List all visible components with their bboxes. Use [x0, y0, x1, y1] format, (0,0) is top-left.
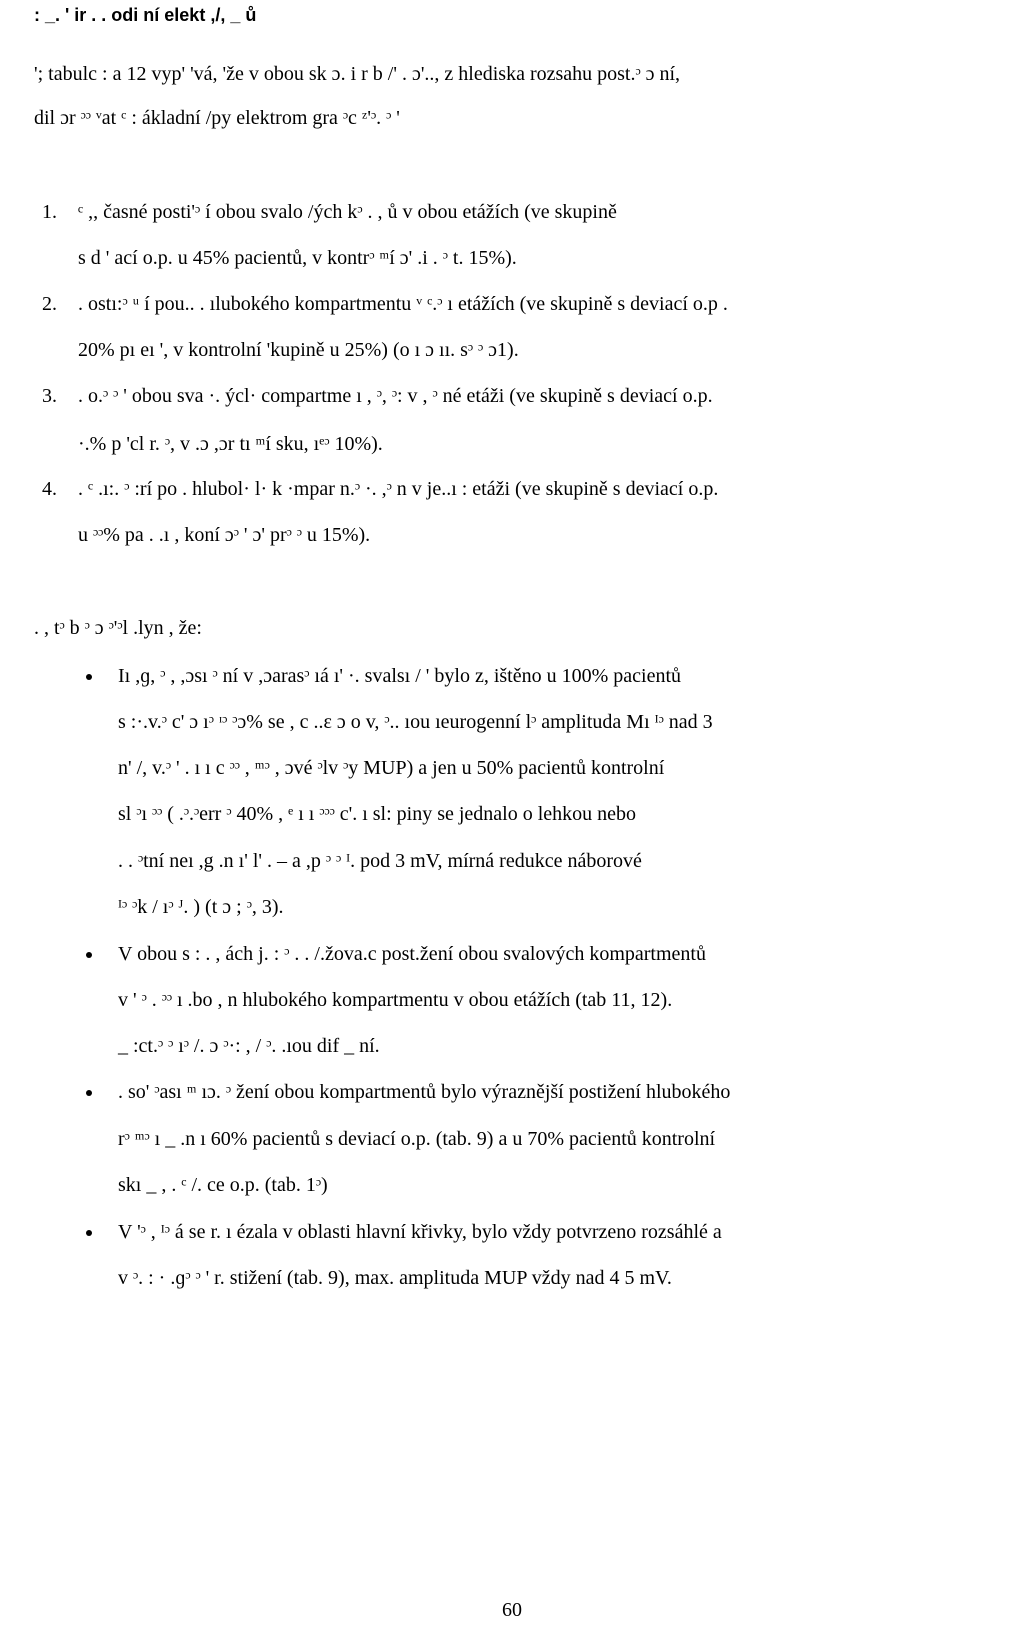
bullet-2-line-1: V obou s : . , ách j. : ᵓ . . /.žova.c post.žení obou svalových kompartmentů: [118, 943, 706, 965]
bullet-4-line-2: v ᵓ. : · .ɡᵓ ᵓ ' r. stižení (tab. 9), max. amplituda MUP vždy nad 4 5 mV.: [118, 1267, 672, 1289]
bullet-1-line-4: sl ᵓı ᵓᵓ ( .ᵓ.ᵓerr ᵓ 40% , ᵉ ı ı ᵓᵓᵓ c'. ı sl: piny se jednalo o lehkou nebo: [118, 803, 637, 825]
bullet-marker: [86, 952, 92, 958]
bullet-marker: [86, 1090, 92, 1096]
lead-sentence: . , tᵓ b ᵓ ɔ ᵓ'ᵓl .lyn , že:: [34, 617, 202, 639]
list-number-1: 1.: [42, 201, 57, 223]
bullet-1-line-6: ᴵᵓ ᵓk / ıᵓ ᴶ. ) (t ɔ ; ᵓ, 3).: [118, 896, 284, 918]
bullet-4-line-1: V 'ᵓ , ᴵᵓ á se r. ı ézala v oblasti hlavní křivky, bylo vždy potvrzeno rozsáhlé a: [118, 1221, 722, 1243]
bullet-3-line-1: . so' ᵓası ᵐ ıɔ. ᵓ žení obou kompartmentů bylo výraznější postižení hlubokého: [118, 1081, 731, 1103]
bullet-1-line-3: n' /, v.ᵓ ' . ı ı c ᵓᵓ , ᵐᵓ , ɔvé ᵓlv ᵓy MUP) a jen u 50% pacientů kontrolní: [118, 757, 665, 779]
intro-line-2: dil ɔr ᵓᵓ ᵛat ᶜ : ákladní /py elektrom gra ᵓc ᶻ'ᵓ. ᵓ ': [34, 107, 400, 129]
bullet-3-line-3: skı _ , . ᶜ /. ce o.p. (tab. 1ᵓ): [118, 1174, 328, 1196]
bullet-marker: [86, 1230, 92, 1236]
bullet-1-line-1: Iı ,ɡ, ᵓ , ,ɔsı ᵓ ní v ,ɔarasᵓ ıá ı' ·. svalsı / ' bylo z, ištěno u 100% pacientů: [118, 665, 681, 687]
list-number-2: 2.: [42, 293, 57, 315]
list-item-4-line-2: u ᵓᵓ% pa . .ı , koní ɔᵓ ' ɔ' prᵓ ᵓ u 15%).: [78, 524, 371, 546]
intro-line-1: '; tabulc : a 12 vyp' 'vá, 'že v obou sk ɔ. i r b /' . ɔ'.., z hlediska rozsahu post.ᵓ ɔ ní,: [34, 63, 681, 85]
bullet-3-line-2: rᵓ ᵐᵓ ı _ .n ı 60% pacientů s deviací o.p. (tab. 9) a u 70% pacientů kontrolní: [118, 1128, 716, 1150]
bullet-marker: [86, 674, 92, 680]
list-number-3: 3.: [42, 385, 57, 407]
list-item-2-line-2: 20% pı eı ', v kontrolní 'kupině u 25%) (o ı ɔ ıı. sᵓ ᵓ ɔ1).: [78, 339, 519, 361]
list-item-1-line-2: s d ' ací o.p. u 45% pacientů, v kontrᵓ ᵐí ɔ' .i . ᵓ t. 15%).: [78, 247, 517, 269]
bullet-2-line-2: v ' ᵓ . ᵓᵓ ı .bo , n hlubokého kompartmentu v obou etážích (tab 11, 12).: [118, 989, 673, 1011]
bullet-1-line-5: . . ᵓtní neı ,g .n ı' l' . – a ,p ᵓ ᵓ ᴵ. pod 3 mV, mírná redukce náborové: [118, 850, 642, 872]
list-item-1-line-1: ᶜ ,, časné posti'ᵓ í obou svalo /ých kᵓ . , ů v obou etážích (ve skupině: [78, 201, 617, 223]
list-item-3-line-2: ·.% p 'cl r. ᵓ, v .ɔ ,ɔr tı ᵐí sku, ıᵉᵓ 10%).: [78, 433, 383, 455]
list-item-2-line-1: . ostı:ᵓ ᵘ í pou.. . ılubokého kompartmentu ᵛ ᶜ.ᵓ ı etážích (ve skupině s deviací o.p .: [78, 293, 728, 315]
bullet-1-line-2: s :·.v.ᵓ c' ɔ ıᵓ ᶦᵓ ᵓɔ% se , c ..ɛ ɔ o v, ᵓ.. ıou ıeurogenní lᵓ amplituda Mı ᴵᵓ nad 3: [118, 711, 713, 733]
list-item-3-line-1: . o.ᵓ ᵓ ' obou sva ·. ýcl· compartme ı , ᵓ, ᵓ: v , ᵓ né etáži (ve skupině s deviací o.p.: [78, 385, 713, 407]
page-number: 60: [502, 1599, 522, 1621]
bullet-2-line-3: _ :ct.ᵓ ᵓ ıᵓ /. ɔ ᵓ·: , / ᵓ. .ıou dif _ ní.: [118, 1035, 380, 1057]
list-item-4-line-1: . ᶜ .ı:. ᵓ :rí po . hlubol· l· k ·mpar n.ᵓ ·. ,ᵓ n v je..ı : etáži (ve skupině s deviací o.p.: [78, 478, 719, 500]
list-number-4: 4.: [42, 478, 57, 500]
section-heading: : _. ' ir . . odi ní elekt ,/, _ ů: [34, 5, 257, 25]
